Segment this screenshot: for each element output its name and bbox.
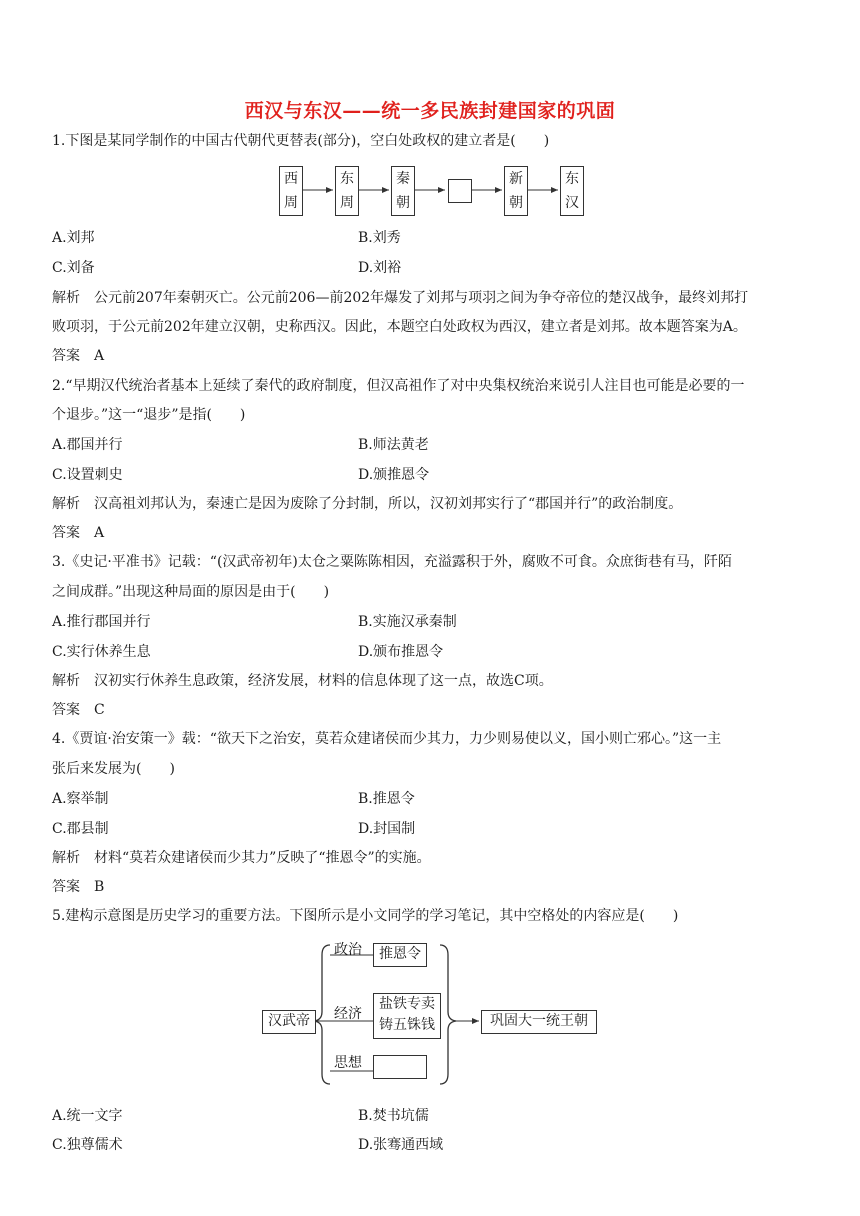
q3-option-d: D.颁布推恩令	[358, 644, 444, 660]
q5-option-d: D.张骞通西域	[358, 1137, 444, 1153]
branch-content-thought-blank	[373, 1055, 427, 1079]
q3-analysis: 解析 汉初实行休养生息政策，经济发展，材料的信息体现了这一点，故选C项。	[52, 673, 553, 689]
chain-box-5: 新朝	[504, 166, 528, 216]
q5-option-a: A.统一文字	[52, 1108, 123, 1124]
q4-analysis: 解析 材料“莫若众建诸侯而少其力”反映了“推恩令”的实施。	[52, 850, 431, 866]
q1-option-d: D.刘裕	[358, 260, 402, 276]
q3-option-c: C.实行休养生息	[52, 644, 151, 660]
q3-stem-cont: 之间成群。”出现这种局面的原因是由于( )	[52, 584, 330, 600]
diagram-root: 汉武帝	[262, 1010, 316, 1034]
branch-label-economy: 经济	[334, 1006, 362, 1022]
chain-box-3: 秦朝	[391, 166, 415, 216]
q3-option-a: A.推行郡国并行	[52, 614, 151, 630]
page-title: 西汉与东汉——统一多民族封建国家的巩固	[244, 100, 616, 122]
branch-label-thought: 思想	[334, 1055, 362, 1071]
q4-stem-cont: 张后来发展为( )	[52, 761, 175, 777]
q2-stem: 2.“早期汉代统治者基本上延续了秦代的政府制度，但汉高祖作了对中央集权统治来说引人注目也可能是必要的一	[52, 378, 745, 394]
q4-answer: 答案 B	[52, 879, 105, 895]
q4-option-a: A.察举制	[52, 791, 109, 807]
q2-analysis: 解析 汉高祖刘邦认为，秦速亡是因为废除了分封制，所以，汉初刘邦实行了“郡国并行”的政治制度。	[52, 496, 683, 512]
q1-analysis-cont: 败项羽，于公元前202年建立汉朝，史称西汉。因此，本题空白处政权为西汉，建立者是刘邦。故本题答案为A。	[52, 319, 747, 335]
branch-content-politics: 推恩令	[373, 943, 427, 967]
q1-stem: 1.下图是某同学制作的中国古代朝代更替表(部分)，空白处政权的建立者是( )	[52, 133, 550, 149]
branch-content-economy: 盐铁专卖 铸五铢钱	[373, 993, 441, 1039]
q2-answer: 答案 A	[52, 525, 105, 541]
q2-option-a: A.郡国并行	[52, 437, 123, 453]
q1-answer: 答案 A	[52, 348, 105, 364]
chain-box-1: 西周	[279, 166, 303, 216]
q1-option-b: B.刘秀	[358, 230, 401, 246]
chain-box-6: 东汉	[560, 166, 584, 216]
right-brace	[440, 945, 456, 1084]
q1-option-c: C.刘备	[52, 260, 95, 276]
q4-option-d: D.封国制	[358, 821, 416, 837]
q2-option-c: C.设置刺史	[52, 467, 123, 483]
q4-option-b: B.推恩令	[358, 791, 415, 807]
q4-stem: 4.《贾谊·治安策一》载：“欲天下之治安，莫若众建诸侯而少其力，力少则易使以义，国小则亡邪心。”这一主	[52, 731, 722, 747]
q2-stem-cont: 个退步。”这一“退步”是指( )	[52, 407, 246, 423]
q3-option-b: B.实施汉承秦制	[358, 614, 457, 630]
q1-option-a: A.刘邦	[52, 230, 95, 246]
chain-box-2: 东周	[335, 166, 359, 216]
q5-option-c: C.独尊儒术	[52, 1137, 123, 1153]
branch-label-politics: 政治	[334, 942, 362, 958]
diagram-result: 巩固大一统王朝	[481, 1010, 597, 1034]
q2-option-b: B.师法黄老	[358, 437, 429, 453]
q1-analysis: 解析 公元前207年秦朝灭亡。公元前206—前202年爆发了刘邦与项羽之间为争夺帝位的楚汉战争，最终刘邦打	[52, 290, 749, 306]
left-brace	[314, 945, 330, 1084]
q4-option-c: C.郡县制	[52, 821, 109, 837]
chain-box-blank	[448, 179, 472, 203]
q5-option-b: B.焚书坑儒	[358, 1108, 429, 1124]
q3-answer: 答案 C	[52, 702, 105, 718]
q5-stem: 5.建构示意图是历史学习的重要方法。下图所示是小文同学的学习笔记，其中空格处的内容应是( )	[52, 908, 679, 924]
q2-option-d: D.颁推恩令	[358, 467, 430, 483]
q3-stem: 3.《史记·平准书》记载：“(汉武帝初年)太仓之粟陈陈相因，充溢露积于外，腐败不可食。众庶街巷有马，阡陌	[52, 554, 732, 570]
